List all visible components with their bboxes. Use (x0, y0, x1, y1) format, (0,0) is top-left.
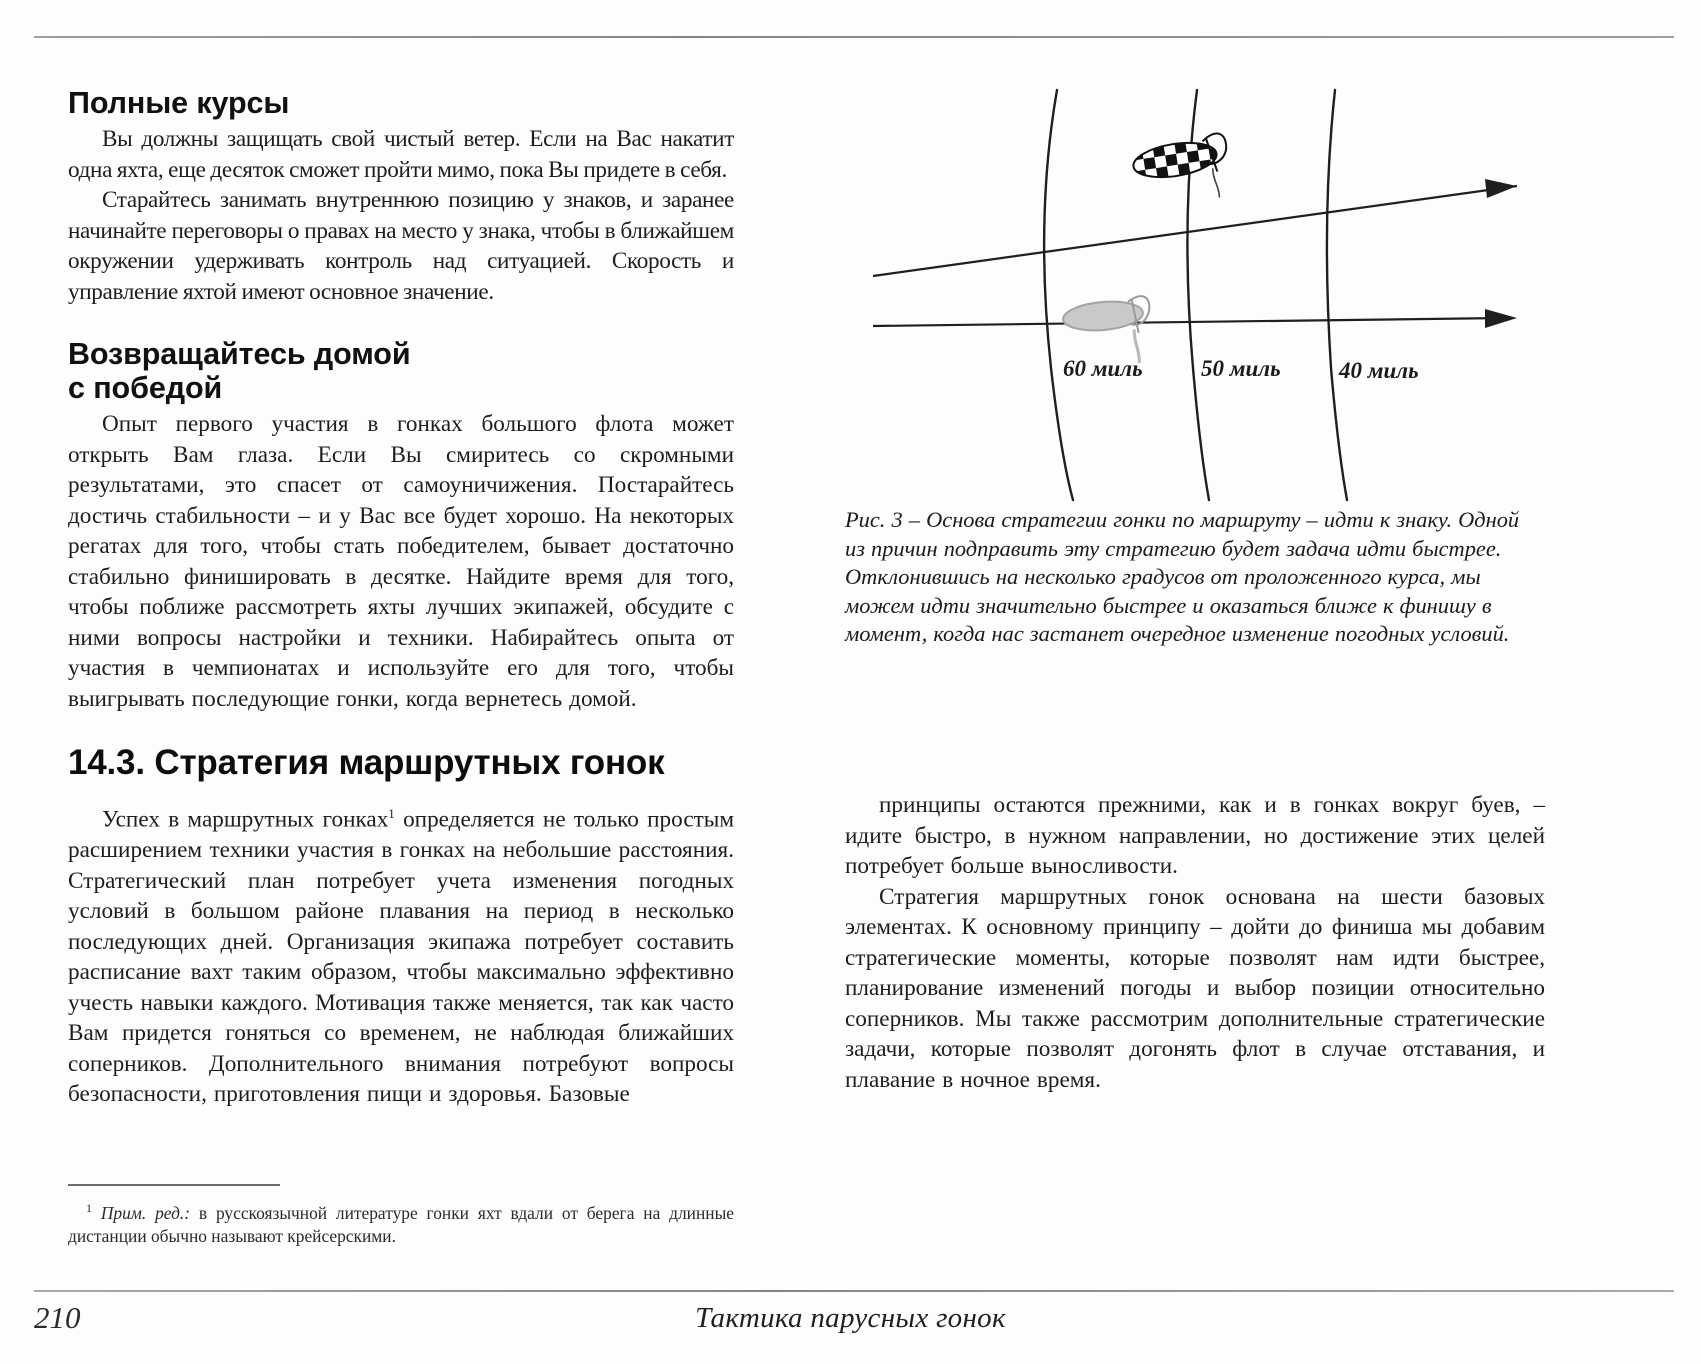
isochrone-label-40: 40 миль (1339, 358, 1419, 383)
footnote-separator-rule (68, 1184, 280, 1186)
paragraph-2: Старайтесь занимать внутреннюю позицию у знаков, и заранее начинайте переговоры о правах на место у знака, чтобы в ближайшем окружении удерживать контроль над ситуацией. Скорость и управление яхтой имеют основное значение. (68, 187, 734, 305)
isochrone-label-50: 50 миль (1201, 356, 1281, 381)
footnote-reference-marker[interactable]: 1 (388, 805, 395, 821)
course-arrowheads (1485, 179, 1517, 328)
fast-course-line (873, 186, 1517, 276)
paragraph-4-part-1: Успех в маршрутных гонках (102, 806, 389, 833)
figure-caption: Рис. 3 – Основа стратегии гонки по маршруту – идти к знаку. Одной из причин подправить эту стратегию будет задача идти быстрее. Отклонившись на несколько градусов от проложенного курса, мы можем идти значительно быстрее и оказаться ближе к финишу в момент, когда нас застанет очередное изменение погодных условий. (845, 507, 1520, 647)
right-column (845, 790, 1545, 1095)
isochrone-curve-40 (1327, 90, 1347, 500)
heading-vozvrashchaytes-domoy (68, 337, 734, 405)
arrowhead-fast-course (1485, 179, 1517, 198)
figure-3-diagram (845, 86, 1545, 506)
footnote-label: Прим. ред.: (100, 1202, 191, 1223)
heading-line-1: Возвращайтесь домой (68, 337, 411, 372)
paragraph-1: Вы должны защищать свой чистый ветер. Если на Вас накатит одна яхта, еще десяток сможет пройти мимо, пока Вы придете в себя. (68, 126, 734, 183)
page-top-rule (34, 36, 1674, 38)
paragraph-4-part-2: определяется не только простым расширением техники участия в гонках на небольшие расстояния. Стратегический план потребует учета изменения погодных условий в большом районе плавания на период в несколько последующих дней. Организация экипажа потребует составить расписание вахт таким образом, чтобы максимально эффективно учесть навыки каждого. Мотивация также меняется, так как часто Вам придется гоняться со временем, не наблюдая ближайших соперников. Дополнительного внимания потребуют вопросы безопасности, приготовления пищи и здоровья. Базовые (68, 806, 734, 1108)
running-title: Тактика парусных гонок (695, 1302, 1006, 1334)
right-paragraph-2: Стратегия маршрутных гонок основана на шести базовых элементах. К основному принципу – дойти до финиша мы добавим стратегические моменты, которые позволят нам идти быстрее, планирование изменений погоды и выбор позиции относительно соперников. Мы также рассмотрим дополнительные стратегические задачи, которые позволят догонять флот в случае отставания, и плавание в ночное время. (845, 883, 1545, 1093)
figure-block (845, 86, 1545, 649)
heading-polnye-kursy: Полные курсы (68, 86, 290, 120)
course-lines (873, 186, 1517, 326)
arrowhead-direct-course (1485, 309, 1517, 328)
footnote-text (68, 1196, 734, 1249)
page-number: 210 (34, 1300, 81, 1335)
footnote-body: в русскоязычной литературе гонки яхт вдали от берега на длинные дистанции обычно называют крейсерскими. (68, 1202, 734, 1247)
right-paragraph-1: принципы остаются прежними, как и в гонках вокруг буев, – идите быстро, в нужном направлении, но достижение этих целей потребует больше выносливости. (845, 792, 1545, 879)
heading-line-2: с победой (68, 371, 223, 406)
section-heading-14-3: 14.3. Стратегия маршрутных гонок (68, 743, 665, 783)
boat-wake-a (1212, 168, 1219, 198)
paragraph-4 (68, 799, 734, 1110)
page-bottom-rule (34, 1290, 1674, 1292)
footnote-marker: 1 (86, 1200, 92, 1215)
footnote-block (68, 1184, 734, 1248)
left-column (68, 86, 734, 1110)
paragraph-3: Опыт первого участия в гонках большого флота может открыть Вам глаза. Если Вы смиритесь со скромными результатами, это спасет от самоуничижения. Постарайтесь достичь стабильности – и у Вас все будет хорошо. На некоторых регатах для того, чтобы стать победителем, бывает достаточно стабильно финишировать в десятке. Найдите время для того, чтобы поближе рассмотреть яхты лучших экипажей, обсудите с ними вопросы настройки и техники. Набирайтесь опыта от участия в чемпионатах и используйте его для того, чтобы выигрывать последующие гонки, когда вернетесь домой. (68, 411, 734, 712)
strategy-diagram-svg (845, 86, 1545, 506)
isochrone-curve-60 (1044, 90, 1073, 500)
checkered-boat-upper-right (1130, 132, 1234, 210)
isochrone-label-60: 60 миль (1063, 356, 1143, 381)
